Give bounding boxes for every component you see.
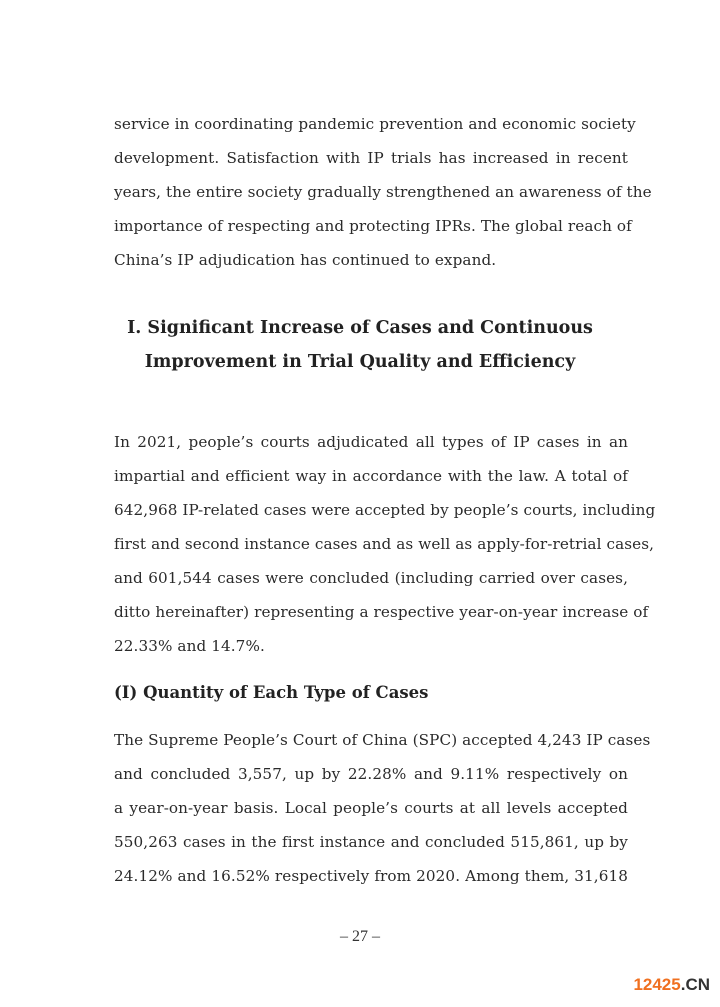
page-number: – 27 – <box>340 928 380 945</box>
paragraph-line: service in coordinating pandemic prevention and economic society <box>114 115 636 133</box>
paragraph-line: The Supreme People’s Court of China (SPC) accepted 4,243 IP cases <box>114 731 651 749</box>
paragraph-line: years, the entire society gradually strengthened an awareness of the <box>114 183 652 201</box>
paragraph-line: a year-on-year basis. Local people’s courts at all levels accepted <box>114 799 628 817</box>
paragraph-line: 550,263 cases in the first instance and concluded 515,861, up by <box>114 833 628 851</box>
intro-paragraph <box>114 107 652 277</box>
section-paragraph <box>114 425 656 663</box>
section-heading-line: Improvement in Trial Quality and Efficiency <box>144 352 576 372</box>
subsection-paragraph <box>114 723 651 893</box>
paragraph-line: In 2021, people’s courts adjudicated all types of IP cases in an <box>114 433 628 451</box>
paragraph-line: 24.12% and 16.52% respectively from 2020. Among them, 31,618 <box>114 867 628 885</box>
paragraph-line: 642,968 IP-related cases were accepted by people’s courts, including <box>114 501 656 519</box>
paragraph-line: development. Satisfaction with IP trials has increased in recent <box>114 149 628 167</box>
section-heading <box>0 311 720 379</box>
watermark-number: 12425 <box>633 975 681 994</box>
watermark-domain: .CN <box>680 975 710 994</box>
paragraph-line: importance of respecting and protecting IPRs. The global reach of <box>114 217 632 235</box>
paragraph-line: 22.33% and 14.7%. <box>114 637 265 655</box>
paragraph-line: and 601,544 cases were concluded (including carried over cases, <box>114 569 628 587</box>
paragraph-line: impartial and efficient way in accordance with the law. A total of <box>114 467 628 485</box>
subsection-heading: (I) Quantity of Each Type of Cases <box>114 683 429 702</box>
paragraph-line: ditto hereinafter) representing a respective year-on-year increase of <box>114 603 649 621</box>
section-heading-line: I. Significant Increase of Cases and Continuous <box>127 318 593 338</box>
paragraph-line: China’s IP adjudication has continued to expand. <box>114 251 497 269</box>
paragraph-line: first and second instance cases and as well as apply-for-retrial cases, <box>114 535 655 553</box>
paragraph-line: and concluded 3,557, up by 22.28% and 9.11% respectively on <box>114 765 628 783</box>
watermark-logo <box>633 975 710 995</box>
